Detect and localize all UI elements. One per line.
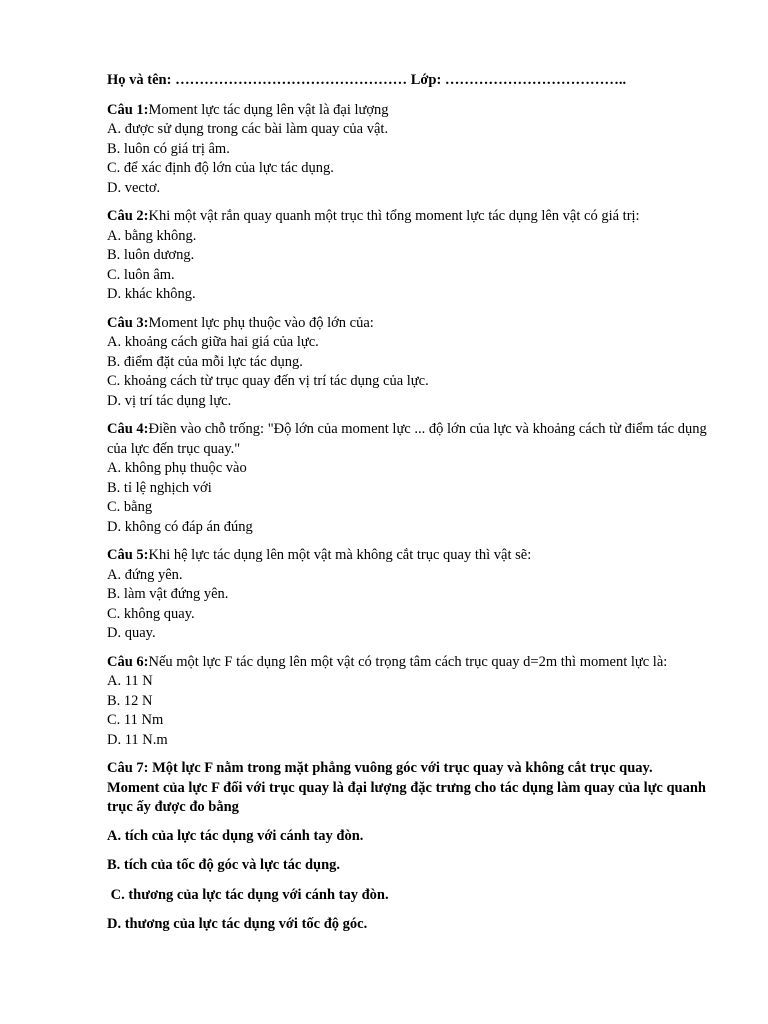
question-stem [107,207,707,227]
option-b: B. điểm đặt của mỗi lực tác dụng. [107,353,303,370]
option-d: D. 11 N.m [107,731,168,748]
class-fill-dots: ……………………………….. [444,72,627,88]
question-text: Nếu một lực F tác dụng lên một vật có trọng tâm cách trục quay d=2m thì moment lực là: [148,653,668,670]
option-c: C. không quay. [107,605,195,622]
question-7 [107,759,707,935]
question-stem [107,420,707,459]
question-label: Câu 6: [107,653,149,670]
option-d: D. không có đáp án đúng [107,518,253,535]
option-c: C. khoảng cách từ trục quay đến vị trí tác dụng của lực. [107,373,429,389]
question-2 [107,207,707,305]
question-label: Câu 1: [107,101,149,118]
question-stem [107,653,707,673]
question-5 [107,546,707,644]
option-d: D. vectơ. [107,179,161,196]
question-text: Moment lực phụ thuộc vào độ lớn của: [148,314,374,331]
question-text: Khi hệ lực tác dụng lên một vật mà không cắt trục quay thì vật sẽ: [148,547,532,563]
option-a: A. được sử dụng trong các bài làm quay của vật. [107,121,389,137]
option-d: D. vị trí tác dụng lực. [107,392,232,409]
option-b: B. luôn dương. [107,247,195,263]
question-label: Câu 3: [107,314,149,331]
student-info-line [107,71,707,91]
option-d: D. thương của lực tác dụng với tốc độ góc. [107,916,368,932]
option-a: A. tích của lực tác dụng với cánh tay đòn. [107,827,364,844]
question-stem: Câu 7: Một lực F nằm trong mặt phẳng vuông góc với trục quay và không cắt trục quay. Moment của lực F đối với trục quay là đại lượng đặc trưng cho tác dụng làm quay của lực quanh trục ấy được đo bằng [107,760,706,815]
option-a: A. đứng yên. [107,566,183,583]
name-label: Họ và tên: [107,72,172,88]
option-a: A. 11 N [107,673,153,689]
option-b: B. làm vật đứng yên. [107,586,229,602]
question-label: Câu 4: [107,421,149,437]
option-b: B. tích của tốc độ góc và lực tác dụng. [107,857,341,873]
option-c: C. 11 Nm [107,712,164,728]
option-b: B. 12 N [107,692,153,709]
option-c: C. luôn âm. [107,266,175,283]
option-a: A. không phụ thuộc vào [107,460,247,476]
class-label: Lớp: [410,72,442,88]
worksheet-page [107,71,707,945]
question-label: Câu 5: [107,547,149,563]
option-d: D. khác không. [107,286,196,302]
question-stem [107,546,707,566]
question-6 [107,653,707,751]
question-label: Câu 2: [107,208,149,224]
name-fill-dots: ………………………………………… [175,72,408,88]
option-b: B. tỉ lệ nghịch với [107,479,212,496]
option-c: C. bằng [107,499,153,515]
question-stem [107,101,707,121]
option-c: C. thương của lực tác dụng với cánh tay đòn. [107,886,389,903]
question-text: Moment lực tác dụng lên vật là đại lượng [148,101,389,118]
question-stem [107,314,707,334]
question-1 [107,101,707,199]
option-d: D. quay. [107,625,156,641]
option-a: A. bằng không. [107,227,197,244]
option-b: B. luôn có giá trị âm. [107,140,230,157]
question-4 [107,420,707,537]
option-c: C. để xác định độ lớn của lực tác dụng. [107,160,334,176]
question-3 [107,314,707,412]
question-text: Khi một vật rắn quay quanh một trục thì tổng moment lực tác dụng lên vật có giá trị: [148,208,640,224]
question-text: Điền vào chỗ trống: "Độ lớn của moment lực ... độ lớn của lực và khoảng cách từ điểm tác dụng của lực đến trục quay." [107,421,707,457]
option-a: A. khoảng cách giữa hai giá của lực. [107,334,319,350]
